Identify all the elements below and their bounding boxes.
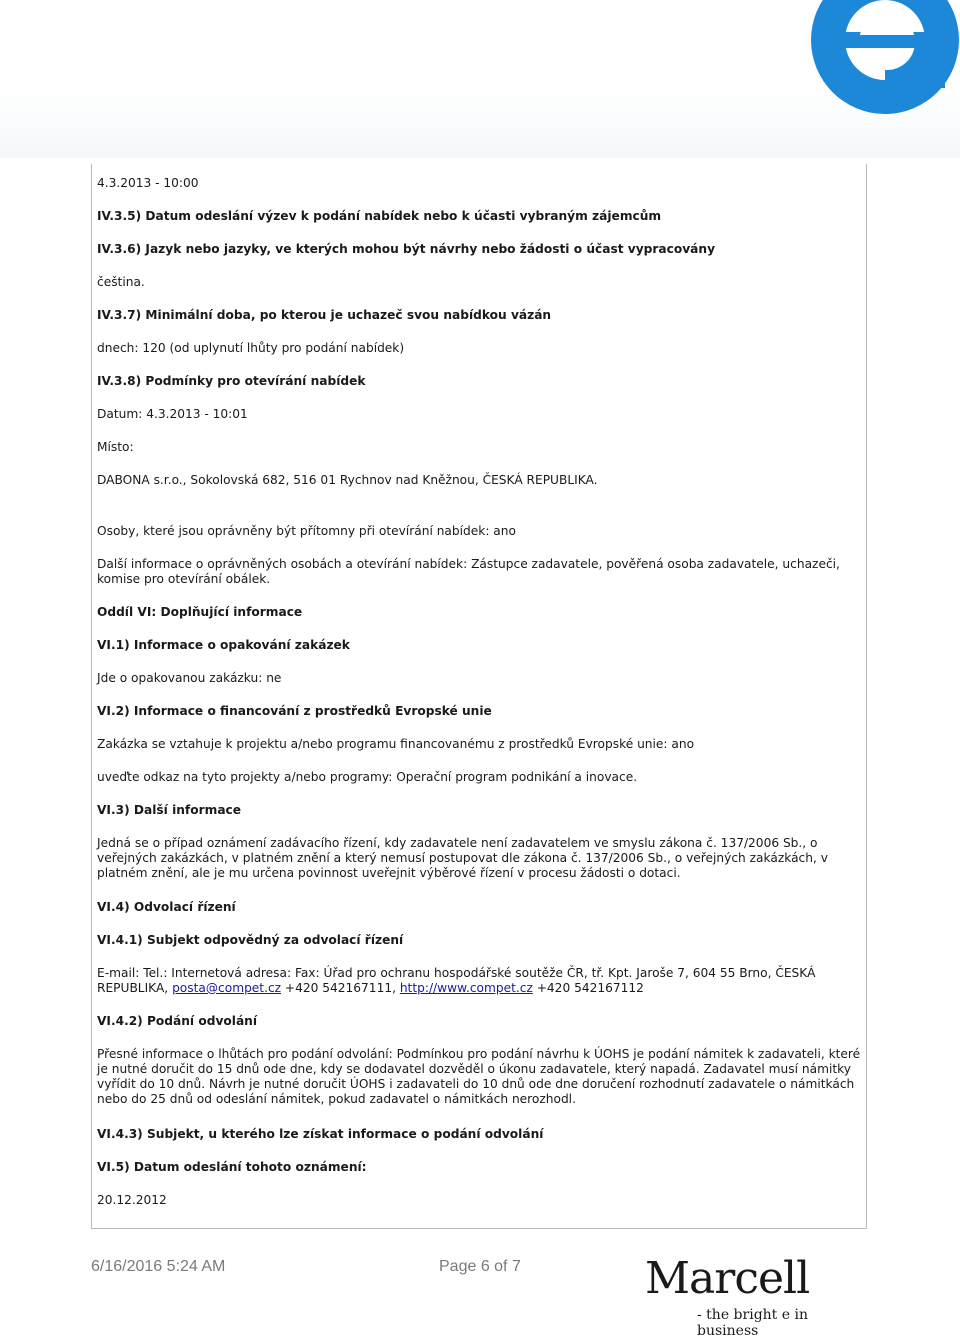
language-value: čeština. [97, 275, 145, 289]
eu-funding-value: Zakázka se vztahuje k projektu a/nebo programu financovanému z prostředků Evropské unie: ano [97, 737, 695, 751]
heading-iv-3-5: IV.3.5) Datum odeslání výzev k podání nabídek nebo k účasti vybraným zájemcům [97, 209, 662, 223]
footer-page-number: Page 6 of 7 [439, 1258, 521, 1275]
page-header [0, 0, 960, 158]
opening-info-text: Další informace o oprávněných osobách a otevírání nabídek: Zástupce zadavatele, pověřená osoba zadavatele, uchazeči, komise pro otevírání obálek. [97, 557, 840, 586]
heading-vi-4-2: VI.4.2) Podání odvolání [97, 1014, 258, 1028]
heading-vi-2: VI.2) Informace o financování z prostředků Evropské unie [97, 704, 492, 718]
persons-present-text: Osoby, které jsou oprávněny být přítomny při otevírání nabídek: ano [97, 524, 516, 538]
heading-vi-4: VI.4) Odvolací řízení [97, 900, 236, 914]
heading-iv-3-6: IV.3.6) Jazyk nebo jazyky, ve kterých mohou být návrhy nebo žádosti o účast vypracovány [97, 242, 716, 256]
marcell-e-logo-icon [795, 0, 960, 120]
additional-info-text: Jedná se o případ oznámení zadávacího řízení, kdy zadavatele není zadavatelem ve smyslu zákona č. 137/2006 Sb., o veřejných zakázkách, v platném znění a který nemusí postupovat dle zákona č. 137/2006 Sb., o veřejných zakázkách, v platném znění, ale je mu určena povinnost uveřejnit výběrové řízení v procesu žádosti o dotaci. [97, 836, 828, 880]
tender-deadline-value: 4.3.2013 - 10:00 [97, 176, 199, 190]
logo-tagline: - the bright e in business [697, 1307, 808, 1339]
heading-iv-3-8: IV.3.8) Podmínky pro otevírání nabídek [97, 374, 366, 388]
review-body-contact [97, 966, 867, 996]
notice-sent-date: 20.12.2012 [97, 1193, 167, 1207]
opening-date-value: Datum: 4.3.2013 - 10:01 [97, 407, 248, 421]
heading-vi-3: VI.3) Další informace [97, 803, 242, 817]
website-link[interactable]: http://www.compet.cz [399, 981, 533, 995]
phone-text: +420 542167111, [281, 981, 400, 995]
section-vi-heading: Oddíl VI: Doplňující informace [97, 605, 303, 619]
place-label: Místo: [97, 440, 134, 454]
binding-period-value: dnech: 120 (od uplynutí lhůty pro podání nabídek) [97, 341, 405, 355]
heading-vi-4-1: VI.4.1) Subjekt odpovědný za odvolací řízení [97, 933, 404, 947]
eu-program-value: uveďte odkaz na tyto projekty a/nebo programy: Operační program podnikání a inovace. [97, 770, 638, 784]
fax-text: +420 542167112 [532, 981, 644, 995]
heading-vi-5: VI.5) Datum odeslání tohoto oznámení: [97, 1160, 367, 1174]
place-value: DABONA s.r.o., Sokolovská 682, 516 01 Rychnov nad Kněžnou, ČESKÁ REPUBLIKA. [97, 473, 598, 487]
heading-iv-3-7: IV.3.7) Minimální doba, po kterou je uchazeč svou nabídkou vázán [97, 308, 552, 322]
marcell-logo [645, 1253, 867, 1339]
appeal-deadlines-text: Přesné informace o lhůtách pro podání odvolání: Podmínkou pro podání návrhu k ÚOHS je podání námitek k zadavateli, které je nutné doručit do 15 dnů ode dne, kdy se dodavatel dozvěděl o úkonu zadavatele, který napadá. Zadavatel musí námitky vyřídit do 10 dnů. Návrh je nutné doručit ÚOHS i zadavateli do 10 dnů ode dne doručení rozhodnutí zadavatele o námitkách nebo do 25 dnů od odeslání námitek, pokud zadavatel o námitkách nerozhodl. [97, 1047, 861, 1106]
footer-timestamp: 6/16/2016 5:24 AM [91, 1258, 226, 1275]
heading-vi-1: VI.1) Informace o opakování zakázek [97, 638, 350, 652]
email-link[interactable]: posta@compet.cz [172, 981, 282, 995]
logo-wordmark: Marcell [645, 1253, 810, 1304]
heading-vi-4-3: VI.4.3) Subjekt, u kterého lze získat informace o podání odvolání [97, 1127, 544, 1141]
review-body-text: E-mail: Tel.: Internetová adresa: Fax: Úřad pro ochranu hospodářské soutěže ČR, tř. Kpt. Jaroše 7, 604 55 Brno, ČESKÁ REPUBLIKA, [97, 966, 816, 995]
repeat-contract-value: Jde o opakovanou zakázku: ne [97, 671, 282, 685]
